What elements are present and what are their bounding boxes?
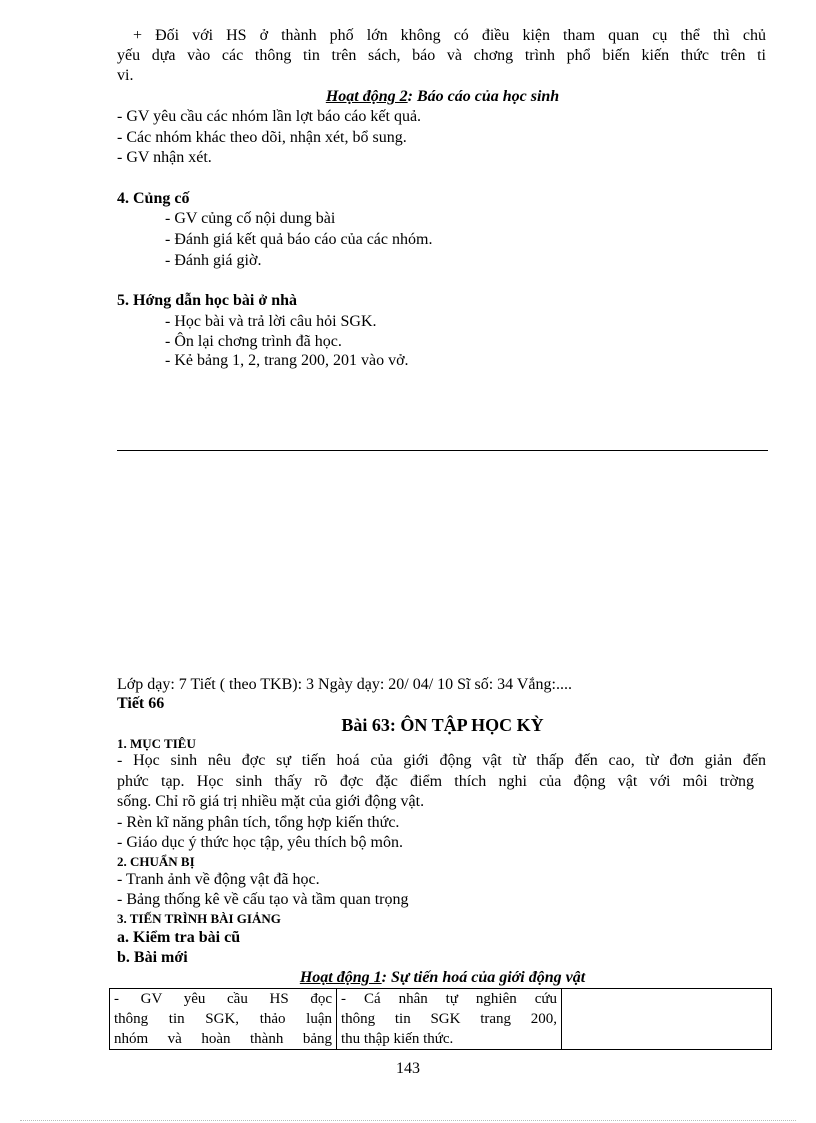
- page-number: 143: [396, 1060, 420, 1077]
- lesson-number: Tiết 66: [117, 695, 165, 712]
- class-info-line: Lớp dạy: 7 Tiết ( theo TKB): 3 Ngày dạy: 20/ 04/ 10 Sĩ số: 34 Vắng:....: [117, 676, 572, 693]
- table-cell-line: - GV yêu cầu HS đọc: [114, 991, 332, 1007]
- section-5-item: - Học bài và trả lời câu hỏi SGK.: [165, 313, 377, 330]
- intro-line-3: vi.: [117, 67, 134, 84]
- table-cell-line: thu thập kiến thức.: [341, 1031, 454, 1047]
- notes-column: [562, 989, 772, 1050]
- section-5-title: 5. Hớng dẫn học bài ở nhà: [117, 292, 297, 309]
- section-1-line: phức tạp. Học sinh thấy rõ đợc đặc điểm thích nghi của động vật với môi trờng: [117, 773, 754, 790]
- activity-2-heading: [117, 87, 768, 107]
- table-cell-line: nhóm và hoàn thành bảng: [114, 1031, 332, 1047]
- section-5-item: - Kẻ bảng 1, 2, trang 200, 201 vào vở.: [165, 352, 409, 369]
- section-4-item: - Đánh giá kết quả báo cáo của các nhóm.: [165, 231, 433, 248]
- section-1-line: - Giáo dục ý thức học tập, yêu thích bộ môn.: [117, 834, 403, 851]
- section-1-line: - Học sinh nêu đợc sự tiến hoá của giới động vật từ thấp đến cao, từ đơn giản đến: [117, 752, 766, 769]
- section-4-item: - Đánh giá giờ.: [165, 252, 262, 269]
- section-4-item: - GV củng cố nội dung bài: [165, 210, 336, 227]
- activity-2-item: - GV yêu cầu các nhóm lần lợt báo cáo kết quả.: [117, 108, 422, 125]
- section-2-line: - Bảng thống kê về cấu tạo và tầm quan trọng: [117, 891, 409, 908]
- activity-1-heading: [117, 968, 768, 988]
- section-3-title: 3. TIẾN TRÌNH BÀI GIẢNG: [117, 911, 281, 926]
- table-row: [110, 989, 772, 1050]
- activity-1-label: Hoạt động 1: [299, 969, 382, 986]
- activity-2-label: Hoạt động 2: [325, 88, 408, 105]
- activity-1-title: : Sự tiến hoá của giới động vật: [381, 969, 586, 986]
- section-divider: [117, 450, 768, 451]
- teacher-column: [110, 989, 337, 1050]
- section-1-line: - Rèn kĩ năng phân tích, tổng hợp kiến thức.: [117, 814, 400, 831]
- activity-2-item: - GV nhận xét.: [117, 149, 212, 166]
- section-4-title: 4. Củng cố: [117, 190, 190, 207]
- table-cell-line: thông tin SGK, thảo luận: [114, 1011, 332, 1027]
- lesson-title: Bài 63: ÔN TẬP HỌC KỲ: [341, 715, 544, 735]
- section-1-line: sống. Chỉ rõ giá trị nhiều mặt của giới động vật.: [117, 793, 425, 810]
- intro-line-1: + Đối với HS ở thành phố lớn không có điều kiện tham quan cụ thể thì chủ: [133, 27, 766, 44]
- intro-line-2: yếu dựa vào các thông tin trên sách, báo và chơng trình phổ biến kiến thức trên ti: [117, 47, 766, 64]
- section-5-item: - Ôn lại chơng trình đã học.: [165, 333, 342, 350]
- section-2-title: 2. CHUẨN BỊ: [117, 854, 195, 869]
- student-column: [337, 989, 562, 1050]
- activity-2-item: - Các nhóm khác theo dõi, nhận xét, bổ sung.: [117, 129, 407, 146]
- activity-table: [109, 988, 772, 1050]
- table-cell-line: thông tin SGK trang 200,: [341, 1011, 557, 1027]
- activity-2-title: : Báo cáo của học sinh: [407, 88, 560, 105]
- page-bottom-border: [20, 1120, 796, 1121]
- section-1-title: 1. MỤC TIÊU: [117, 736, 196, 751]
- section-3a: a. Kiểm tra bài cũ: [117, 929, 241, 946]
- section-2-line: - Tranh ảnh về động vật đã học.: [117, 871, 320, 888]
- table-cell-line: - Cá nhân tự nghiên cứu: [341, 991, 557, 1007]
- section-3b: b. Bài mới: [117, 949, 188, 966]
